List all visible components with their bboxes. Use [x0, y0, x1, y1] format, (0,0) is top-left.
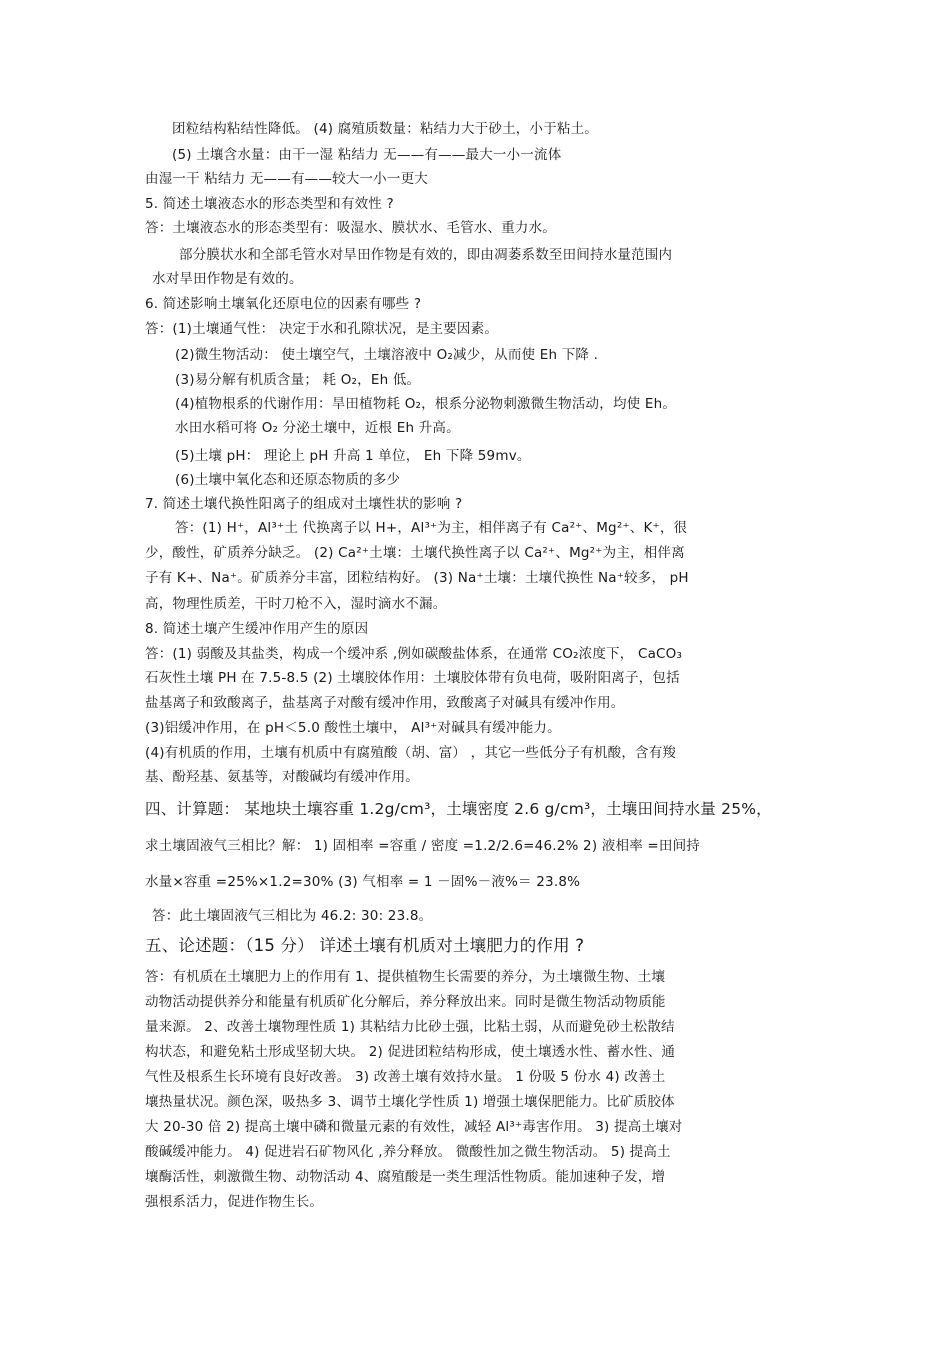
section-heading-calculation: 四、计算题： 某地块土壤容重 1.2g/cm³，土壤密度 2.6 g/cm³，土壤田间持水量 25%，	[145, 800, 772, 818]
text-line: (5) 土壤含水量：由干一湿 粘结力 无——有——最大一小一流体	[172, 147, 562, 163]
text-line: 基、酚羟基、氨基等，对酸碱均有缓冲作用。	[145, 769, 419, 785]
text-line: 答：此土壤固液气三相比为 46.2: 30: 23.8。	[152, 908, 433, 924]
text-line: 大 20-30 倍 2) 提高土壤中磷和微量元素的有效性，减轻 Al³⁺毒害作用。 3) 提高土壤对	[145, 1119, 683, 1135]
text-line: 盐基离子和致酸离子，盐基离子对酸有缓冲作用，致酸离子对碱具有缓冲作用。	[145, 695, 625, 711]
text-line: (5)土壤 pH： 理论上 pH 升高 1 单位， Eh 下降 59mv。	[175, 448, 531, 464]
text-line: (3)易分解有机质含量； 耗 O₂，Eh 低。	[175, 372, 421, 388]
text-line: 答：(1)土壤通气性： 决定于水和孔隙状况，是主要因素。	[145, 321, 499, 337]
text-line: 壤酶活性，刺激微生物、动物活动 4、腐殖酸是一类生理活性物质。能加速种子发，增	[145, 1169, 666, 1185]
text-line: (2)微生物活动： 使土壤空气，土壤溶液中 O₂减少，从而使 Eh 下降 .	[175, 347, 599, 363]
question-heading: 6. 简述影响土壤氧化还原电位的因素有哪些 ?	[145, 296, 422, 312]
text-line: 答：土壤液态水的形态类型有：吸湿水、膜状水、毛管水、重力水。	[145, 220, 556, 236]
text-line: 量来源。 2、改善土壤物理性质 1) 其粘结力比砂土强，比粘土弱，从而避免砂土松散结	[145, 1019, 675, 1035]
text-line: 壤热量状况。颜色深，吸热多 3、调节土壤化学性质 1) 增强土壤保肥能力。比矿质胶体	[145, 1094, 675, 1110]
text-line: 水量×容重 =25%×1.2=30% (3) 气相率 = 1 －固%－液%＝ 23.8%	[145, 874, 581, 890]
text-line: 强根系活力，促进作物生长。	[145, 1194, 324, 1210]
question-heading: 8. 简述土壤产生缓冲作用产生的原因	[145, 621, 369, 637]
text-line: 团粒结构粘结性降低。 (4) 腐殖质数量：粘结力大于砂土，小于粘土。	[172, 121, 599, 137]
question-heading: 7. 简述土壤代换性阳离子的组成对土壤性状的影响 ?	[145, 496, 463, 512]
text-line: 子有 K+、Na⁺。矿质养分丰富，团粒结构好。 (3) Na⁺土壤：土壤代换性 Na⁺较多， pH	[145, 570, 689, 586]
text-line: 高，物理性质差，干时刀枪不入，湿时滴水不漏。	[145, 596, 447, 612]
section-heading-essay: 五、论述题：（15 分） 详述土壤有机质对土壤肥力的作用 ?	[145, 936, 585, 955]
text-line: (6)土壤中氧化态和还原态物质的多少	[175, 472, 401, 488]
text-line: (4)有机质的作用，土壤有机质中有腐殖酸（胡、富） ，其它一些低分子有机酸，含有羧	[145, 745, 677, 761]
text-line: 石灰性土壤 PH 在 7.5-8.5 (2) 土壤胶体作用：土壤胶体带有负电荷，吸附阳离子，包括	[145, 670, 680, 686]
text-line: 动物活动提供养分和能量有机质矿化分解后，养分释放出来。同时是微生物活动物质能	[145, 994, 666, 1010]
text-line: 部分膜状水和全部毛管水对旱田作物是有效的，即由凋萎系数至田间持水量范围内	[179, 247, 673, 263]
question-heading: 5. 简述土壤液态水的形态类型和有效性 ?	[145, 196, 394, 212]
text-line: 水对旱田作物是有效的。	[152, 271, 303, 287]
text-line: 答：(1) H⁺，Al³⁺土 代换离子以 H+，Al³⁺为主，相伴离子有 Ca²⁺、Mg²⁺、K⁺，很	[175, 520, 688, 536]
text-line: 答：(1) 弱酸及其盐类，构成一个缓冲系 ,例如碳酸盐体系，在通常 CO₂浓度下， CaCO₃	[145, 646, 683, 662]
text-line: 答：有机质在土壤肥力上的作用有 1、提供植物生长需要的养分，为土壤微生物、土壤	[145, 969, 666, 985]
text-line: 水田水稻可将 O₂ 分泌土壤中，近根 Eh 升高。	[175, 420, 460, 436]
text-line: (3)铝缓冲作用，在 pH＜5.0 酸性土壤中， Al³⁺对碱具有缓冲能力。	[145, 720, 561, 736]
text-line: (4)植物根系的代谢作用：旱田植物耗 O₂，根系分泌物刺激微生物活动，均使 Eh。	[175, 396, 677, 412]
text-line: 求土壤固液气三相比？解： 1) 固相率 =容重 / 密度 =1.2/2.6=46.2% 2) 液相率 =田间持	[145, 838, 701, 854]
text-line: 酸碱缓冲能力。 4) 促进岩石矿物风化 ,养分释放。 微酸性加之微生物活动。 5) 提高土	[145, 1144, 671, 1160]
text-line: 少，酸性，矿质养分缺乏。 (2) Ca²⁺土壤：土壤代换性离子以 Ca²⁺、Mg²⁺为主，相伴离	[145, 545, 685, 561]
text-line: 由湿一干 粘结力 无——有——较大一小一更大	[145, 171, 428, 187]
text-line: 气性及根系生长环境有良好改善。 3) 改善土壤有效持水量。 1 份吸 5 份水 4) 改善土	[145, 1069, 666, 1085]
text-line: 构状态，和避免粘土形成坚韧大块。 2) 促进团粒结构形成，使土壤透水性、蓄水性、通	[145, 1044, 676, 1060]
